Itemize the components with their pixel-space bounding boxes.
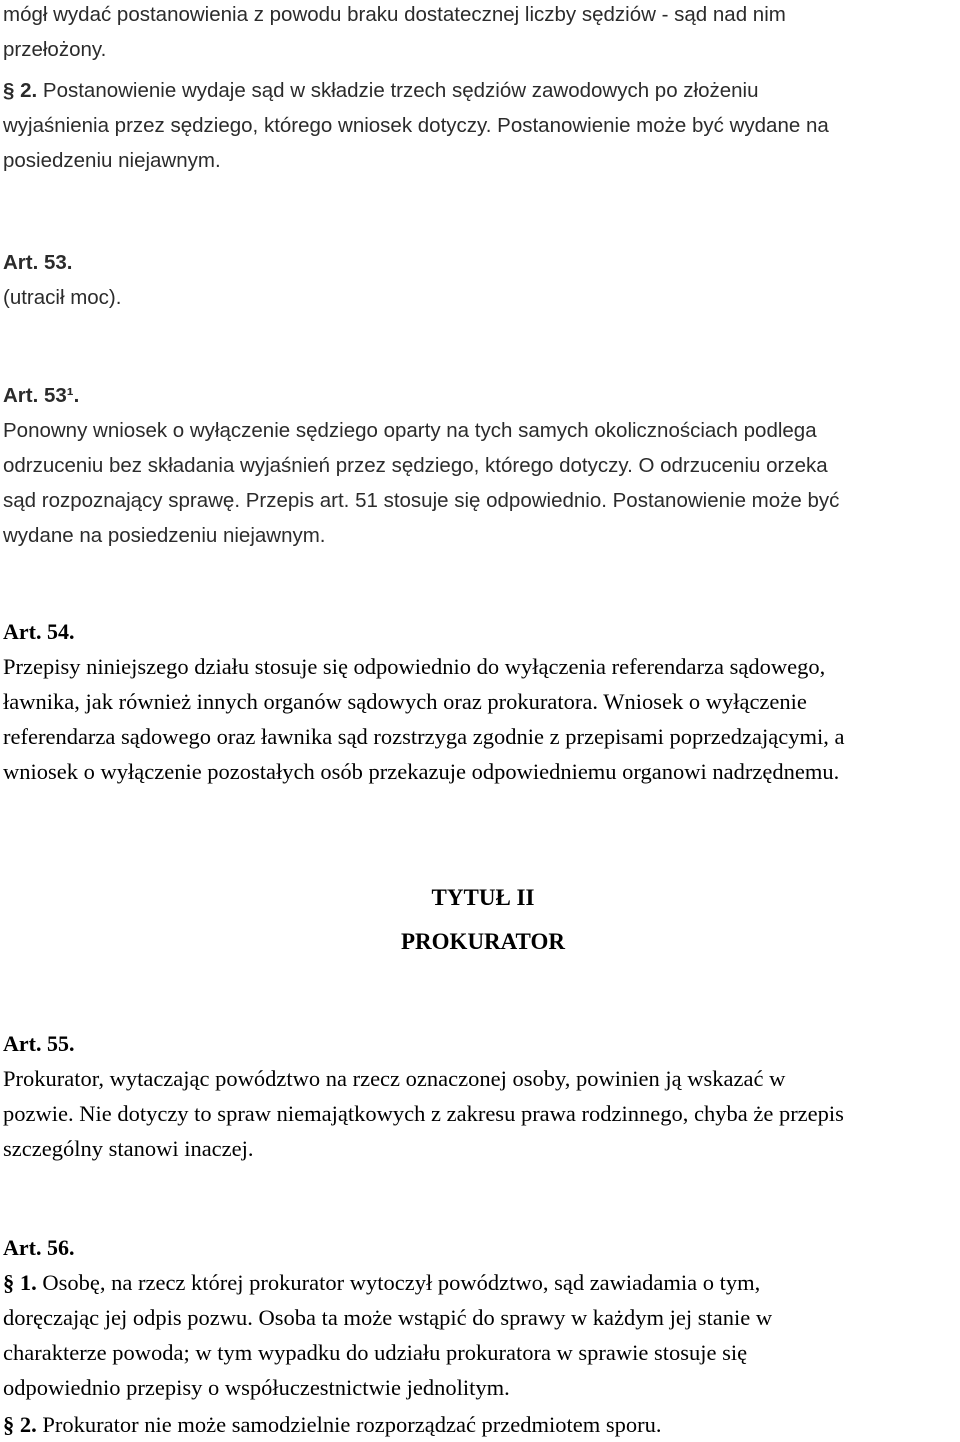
text-line: przełożony.: [3, 38, 107, 61]
article-55: [3, 1026, 957, 1166]
text-line: Osobę, na rzecz której prokurator wytoczył powództwo, sąd zawiadamia o tym,: [42, 1270, 761, 1295]
article-53-1: [3, 378, 957, 553]
text-line: odpowiednio przepisy o współuczestnictwie jednolitym.: [3, 1375, 510, 1400]
article-56-paragraph-2: [3, 1407, 957, 1442]
article-heading: Art. 53.: [3, 251, 73, 274]
text-line: Prokurator nie może samodzielnie rozporządzać przedmiotem sporu.: [42, 1412, 662, 1437]
article-54: [3, 614, 957, 789]
paragraph-2: [3, 73, 957, 178]
text-line: Prokurator, wytaczając powództwo na rzecz oznaczonej osoby, powinien ją wskazać w: [3, 1066, 786, 1091]
text-line: sąd rozpoznający sprawę. Przepis art. 51 stosuje się odpowiednio. Postanowienie może być: [3, 489, 840, 512]
text-line: odrzuceniu bez składania wyjaśnień przez sędziego, którego dotyczy. O odrzuceniu orzeka: [3, 454, 828, 477]
text-line: Ponowny wniosek o wyłączenie sędziego oparty na tych samych okolicznościach podlega: [3, 419, 817, 442]
text-line: doręczając jej odpis pozwu. Osoba ta może wstąpić do sprawy w każdym jej stanie w: [3, 1305, 773, 1330]
text-line: Przepisy niniejszego działu stosuje się odpowiednio do wyłączenia referendarza sądowego,: [3, 654, 826, 679]
text-line: (utracił moc).: [3, 286, 122, 309]
text-line: referendarza sądowego oraz ławnika sąd rozstrzyga zgodnie z przepisami poprzedzającymi, a: [3, 724, 845, 749]
article-heading: Art. 54.: [3, 619, 75, 644]
text-line: mógł wydać postanowienia z powodu braku dostatecznej liczby sędziów - sąd nad nim: [3, 3, 786, 26]
article-53: [3, 245, 957, 315]
title-subheading: PROKURATOR: [401, 929, 565, 954]
text-line: posiedzeniu niejawnym.: [3, 149, 221, 172]
text-line: wniosek o wyłączenie pozostałych osób przekazuje odpowiedniemu organowi nadrzędnemu.: [3, 759, 840, 784]
text-line: Postanowienie wydaje sąd w składzie trzech sędziów zawodowych po złożeniu: [42, 79, 759, 102]
article-heading: Art. 55.: [3, 1031, 75, 1056]
text-line: ławnika, jak również innych organów sądowych oraz prokuratora. Wniosek o wyłączenie: [3, 689, 807, 714]
intro-paragraph: [3, 0, 957, 67]
section-marker: § 1.: [3, 1270, 37, 1295]
text-line: wyjaśnienia przez sędziego, którego wniosek dotyczy. Postanowienie może być wydane na: [3, 114, 829, 137]
section-marker: § 2.: [3, 79, 38, 102]
title-heading: TYTUŁ II: [431, 885, 535, 910]
section-marker: § 2.: [3, 1412, 37, 1437]
article-56: [3, 1230, 957, 1405]
article-heading: Art. 56.: [3, 1235, 75, 1260]
text-line: szczególny stanowi inaczej.: [3, 1136, 254, 1161]
article-heading: Art. 53¹.: [3, 384, 80, 407]
text-line: charakterze powoda; w tym wypadku do udziału prokuratora w sprawie stosuje się: [3, 1340, 748, 1365]
text-line: pozwie. Nie dotyczy to spraw niemajątkowych z zakresu prawa rodzinnego, chyba że przepis: [3, 1101, 844, 1126]
text-line: wydane na posiedzeniu niejawnym.: [3, 524, 326, 547]
